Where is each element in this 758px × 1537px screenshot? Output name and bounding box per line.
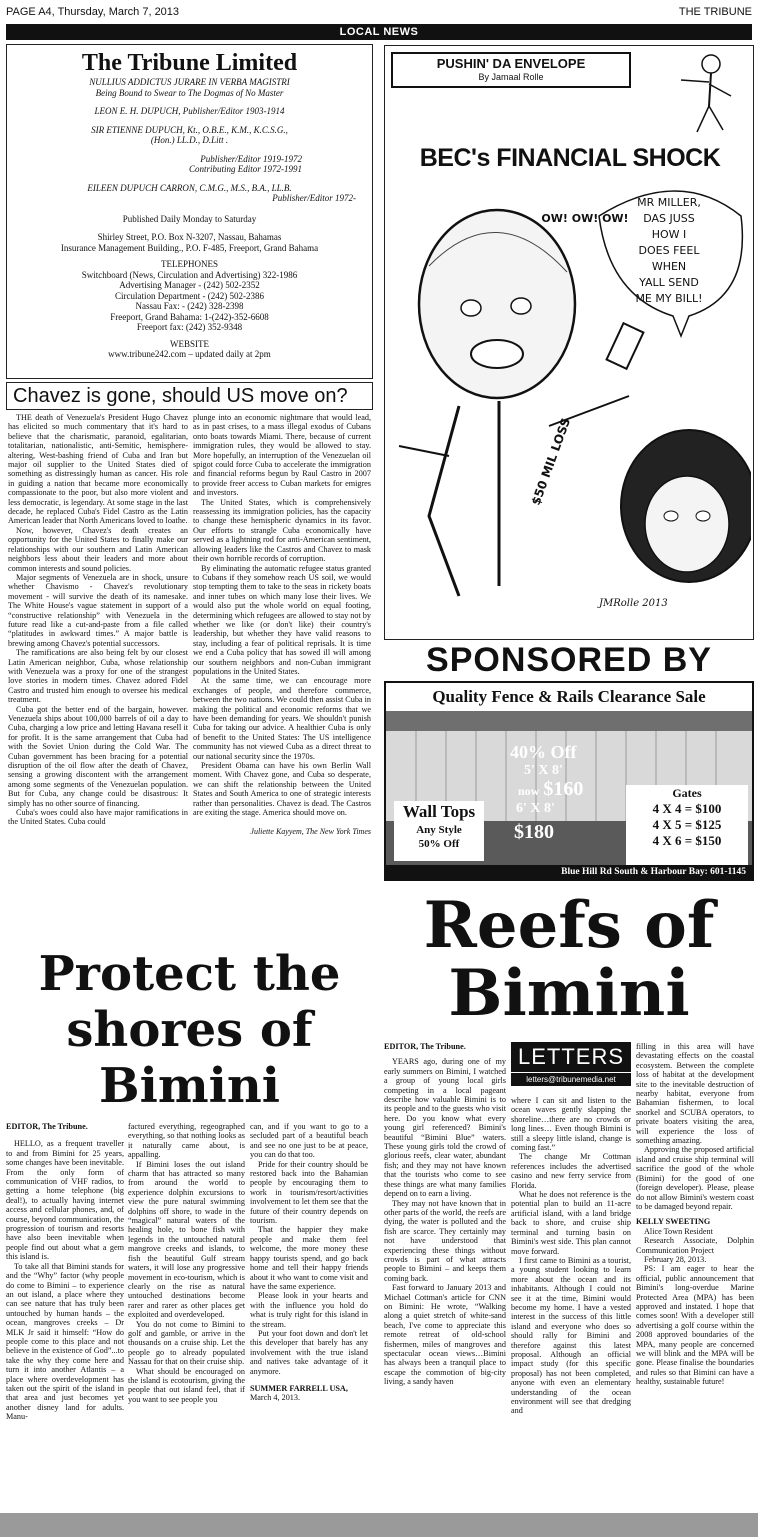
ad-now: now <box>518 784 540 798</box>
cartoon-byline: By Jamaal Rolle <box>478 72 544 82</box>
ad-gate-price-2: 4 X 5 = $125 <box>652 817 722 832</box>
section-banner: LOCAL NEWS <box>6 24 752 40</box>
letter1-paragraph: Pride for their country should be restored back into the Bahamian people by encouraging them to work in tourism/resort/activities involvement to let them see that the future of their country depends on tourism. <box>250 1159 368 1226</box>
editorial-credit: Juliette Kayyem, The New York Times <box>250 827 371 837</box>
cartoon-loss-text: $50 MIL LOSS <box>528 416 574 508</box>
letter1-paragraph: factured everything, regeographed everything, so that nothing looks as it naturally came about, is appalling. <box>128 1122 245 1160</box>
editorial-paragraph: At the same time, we can encourage more exchanges of people, and therefore commerce, between the two nations. We could then assist Cuba in making the political and economic reforms that we have been demanding for years. We shouldn't punish Cuba for taking our advice. A healthier Cuba is only of benefit to the United States: The US intelligence community has not viewed Cuba as a direct threat to our national security since the 1970s. <box>193 676 371 761</box>
letter2-salutation: EDITOR, The Tribune. <box>384 1042 466 1051</box>
letter1-paragraph: To take all that Bimini stands for and the “Why” factor (why people do come to Bimini – to experience an out island, a place where they can see nature that has truly been untouched by human hands – the ocean, mangroves creeks – Dr MLK Jr said it himself: “How do people come to this place and not believe in the existence of God”...to take the why they come here and turn it into another Atlantis – a place where overdevelopment has taken out the spirit of the island in that area and just becomes yet another disney land for adults. Manu- <box>6 1261 124 1422</box>
speech-bubble-line-7: ME MY BILL! <box>635 292 703 305</box>
letter2-headline-line-2: Bimini <box>448 956 690 1031</box>
letter2-paragraph: The change Mr Cottman references includes the advertised casino and new ferry service from Florida. <box>511 1152 631 1190</box>
telephone-2: Advertising Manager - (242) 502-2352 <box>119 280 260 290</box>
editorial-column-2 <box>193 413 371 937</box>
editorial-headline: Chavez is gone, should US move on? <box>6 382 373 410</box>
letter1-paragraph: That the happier they make people and make them feel welcome, the more money these happy tourists spend, and go back home and tell their happy friends about it who want to come visit and have the same experience. <box>250 1225 368 1291</box>
footer-bar <box>0 1513 758 1537</box>
letter1-salutation: EDITOR, The Tribune. <box>6 1122 88 1131</box>
letter2-signature-line: February 28, 2013. <box>644 1254 707 1264</box>
letter1-column-3 <box>250 1122 368 1507</box>
letter2-paragraph: Approving the proposed artificial island and cruise ship terminal will sacrifice the good of the whole (Bimini) for the good of one (foreign developer). Please, please do not allow Bimini's western coast to be damaged beyond repair. <box>636 1145 754 1211</box>
speech-bubble-line-3: HOW I <box>651 228 687 241</box>
speech-bubble-line-6: YALL SEND <box>639 276 699 289</box>
letter2-signature-line: Alice Town Resident <box>644 1226 713 1236</box>
publisher-line-4b: Publisher/Editor 1972- <box>272 193 356 203</box>
ad-price-2: $180 <box>514 821 554 843</box>
editorial-paragraph: plunge into an economic nightmare that would lead, as in past crises, to a mass illegal exodus of Cubans onto boats towards Miami. There, because of current immigration rules, they would be allowed to stay. More hopefully, an interruption of the Venezuelan oil spigot could force Cuba to accelerate the immigration and financial reforms begun by Raul Castro in 2007 to provide freer access to Cuban markets for emigres and investors. <box>193 413 371 498</box>
publisher-line-2: SIR ETIENNE DUPUCH, Kt., O.B.E., K.M., K.C.S.G., <box>91 124 288 135</box>
letter1-paragraph: can, and if you want to go to a secluded part of a beautiful beach and see no one just to be at peace, you can do that too. <box>250 1122 368 1160</box>
ad-price-1: $160 <box>543 778 584 800</box>
editorial-paragraph: Major segments of Venezuela are in shock, unsure whether Chavismo - Chavez's revolutionary movement - will survive the death of its namesake. The White House's vague statement in support of a “constructive relationship” with Venezuela in the future read like a cut-and-paste from a file called “platitudes in awkward times.” A major battle is brewing among Chavez's potential successors. <box>8 572 188 648</box>
page-info: PAGE A4, Thursday, March 7, 2013 <box>6 6 180 18</box>
telephone-3: Circulation Department - (242) 502-2386 <box>115 290 264 301</box>
telephones-heading: TELEPHONES <box>161 259 218 269</box>
cartoon-headline: BEC's FINANCIAL SHOCK <box>419 144 721 172</box>
ad-location: Blue Hill Rd South & Harbour Bay: 601-1145 <box>386 865 752 879</box>
website-url: www.tribune242.com – updated daily at 2pm <box>108 349 271 359</box>
letter2-column-3 <box>636 1042 754 1508</box>
cartoon-title-box <box>391 52 631 88</box>
letters-logo <box>511 1042 631 1092</box>
ad-anystyle: Any Style <box>416 824 462 836</box>
speech-bubble-line-4: DOES FEEL <box>638 244 700 257</box>
cartoon-ow-text: OW! OW! OW! <box>541 212 629 225</box>
ad-size-1: 5' X 8' <box>524 763 563 778</box>
letter1-signature-date: March 4, 2013. <box>250 1393 301 1403</box>
publisher-line-3: Publisher/Editor 1919-1972 <box>200 153 302 164</box>
editorial-paragraph: The ramifications are also being felt by our closest Latin American neighbor, Cuba, whose relationship with Venezuela was a proxy for one of the strangest love stories in modern times. Chavez adored Fidel Castro and trusted him enough to oversee his medical treatment. <box>8 648 188 705</box>
masthead-box <box>6 44 373 379</box>
letter2-paragraph: What he does not reference is the potential plan to build an 11-acre artificial island, with a land bridge back to shore, and cruise ship terminal and turning basin on Bimini's west side. This plan cannot move forward. <box>511 1190 631 1256</box>
publisher-line-1: LEON E. H. DUPUCH, Publisher/Editor 1903-1914 <box>94 106 285 116</box>
ad-gate-price-1: 4 X 4 = $100 <box>652 801 722 816</box>
letter1-paragraph: If Bimini loses the out island charm that has attracted so many from around the world to experience dolphin excursions to view the pure natural swimming dolphins off shore, to wade in the “magical” natural waters of the healing hole, to bone fish with legends in the untouched natural mangrove creeks and islands, to fish the beautiful Gulf stream waters, it will lose any progressive movement in eco-tourism, which is clearly on the rise as natural untouched destinations become rarer and rarer as other places get exploited and overdeveloped. <box>128 1159 245 1320</box>
address-line-1: Shirley Street, P.O. Box N-3207, Nassau, Bahamas <box>97 232 282 242</box>
letter2-paragraph: where I can sit and listen to the ocean waves gently slapping the shoreline…there are no crowds or long lines… Even though Bimini is still a sleepy little island, change is coming fast.” <box>511 1096 631 1153</box>
ad-title: Quality Fence & Rails Clearance Sale <box>386 683 752 711</box>
ad-walltops: Wall Tops <box>402 802 476 821</box>
ad-gates: Gates <box>672 786 702 800</box>
letter1-paragraph: Put your foot down and don't let this developer that barely has any involvement with the true island and natives take advantage of it anymore. <box>250 1328 368 1376</box>
cartoon-series-title: PUSHIN' DA ENVELOPE <box>436 56 586 71</box>
editorial-paragraph: By eliminating the automatic refugee status granted to Cubans if they somehow reach US soil, we would stop tempting them to take to the seas in rickety boats and inner tubes on which many lose their lives. We would also put the whole world on equal footing, determining which refugees are allowed to stay not by whether we like (or don't like) their country's leadership, but whether they have valid reasons to stay, including a fear of political reprisals. It is time we end a Cuba policy that has sowed ill will among our southern neighbors and non-Cuban immigrant populations in the United States. <box>193 563 371 676</box>
letter1-paragraph: HELLO, as a frequent traveller to and from Bimini for 25 years, some changes have been inevitable. From the only form of communication of VHF radios, to getting a home telephone (big deal!), to actually having internet access and cellular phones, and, of course, beyond communication, the progression of tourism and resorts have also been inevitable when people find out about what a gem this island is. <box>6 1139 124 1262</box>
fence-sale-advertisement[interactable] <box>384 681 754 881</box>
letter2-paragraph: YEARS ago, during one of my early summers on Bimini, I watched a group of young local girls competing in a local pageant describe how valuable Bimini is to its people and to the guests who visit here. Do you know what every young girl referenced? Bimini's beautiful “Bimini Blue” waters. These young girls told the crowd of glorious reefs, clear water, abundant fish; and they may not have known that the tourists who come to see these things are what many families depend on to earn a living. <box>384 1057 506 1199</box>
letter2-signature-name: KELLY SWEETING <box>636 1217 711 1227</box>
masthead-title: The Tribune Limited <box>81 50 298 76</box>
letter1-column-1 <box>6 1122 124 1507</box>
editorial-paragraph: President Obama can have his own Berlin Wall moment. With Chavez gone, and Cuba so desperate, we can shift the relationship between the United States and South America to one of strategic interests rather than personalities. Chavez is dead. The Castros are exiting the stage. America should move on. <box>193 761 371 818</box>
letter1-paragraph: What should be encouraged on the island is ecotourism, giving the people that out island feel, that if you want to see people you <box>128 1366 245 1404</box>
telephone-5: Freeport, Grand Bahama: 1-(242)-352-6608 <box>110 311 269 322</box>
ad-gate-price-3: 4 X 6 = $150 <box>652 833 722 848</box>
letter2-column-2 <box>511 1096 631 1508</box>
letter1-headline-line-3: Bimini <box>99 1058 280 1114</box>
letters-logo-title: LETTERS <box>511 1042 631 1072</box>
letter1-headline-line-1: Protect the <box>38 946 341 1002</box>
speech-bubble-line-1: MR MILLER, <box>637 196 701 209</box>
speech-bubble-line-5: WHEN <box>651 260 687 273</box>
telephone-6: Freeport fax: (242) 352-9348 <box>136 322 243 332</box>
publisher-line-4: EILEEN DUPUCH CARRON, C.M.G., M.S., B.A., LL.B. <box>87 182 292 193</box>
motto-latin: NULLIUS ADDICTUS JURARE IN VERBA MAGISTRI <box>89 77 290 87</box>
ad-offer: 40% Off <box>510 742 577 762</box>
editorial-paragraph: THE death of Venezuela's President Hugo Chavez has elicited so much commentary that it's hard to believe that the charismatic, paranoid, egalitarian, totalitarian, nationalistic, anti-Semitic, hemisphere-altering, West-bashing friend of Cuba and Iran but major oil supplier to the United States died of something as distressingly human as cancer. His role in guiding a nation that became more economically compassionate to the poor, but also more violent and less democratic, is legendary. At some stage in the last decade, he replaced Cuba's Fidel Castro as the Latin American leader that North Americans loved to loathe. <box>8 413 188 526</box>
letter2-paragraph: Fast forward to January 2013 and Michael Cottman's article for CNN on Bimini: He wrote, “Walking along a quiet stretch of white-sand beach, I've come to appreciate this remote retreat of old-school fishermen, miles of mangroves and spectacular ocean views…Bimini has always been a tranquil place to escape the commotion of big-city living, a sandy haven <box>384 1283 506 1387</box>
publisher-line-2b: (Hon.) LL.D., D.Litt . <box>150 135 229 145</box>
page-header <box>6 3 752 21</box>
letter2-column-1 <box>384 1042 506 1508</box>
letter1-paragraph: You do not come to Bimini to golf and gamble, or arrive in the thousands on a cruise ship. Let the people go to already populated Nassau for that on their cruise ship. <box>128 1319 245 1367</box>
cartoonist-figure-icon <box>675 50 741 136</box>
website-heading: WEBSITE <box>170 338 209 349</box>
letter1-headline-line-2: shores of <box>66 1002 313 1058</box>
editorial-paragraph: Cuba's woes could also have major ramifications in the United States. Cuba could <box>8 808 188 827</box>
speech-bubble-line-2: DAS JUSS <box>643 212 695 225</box>
letter2-postscript: PS: I am eager to hear the official, public announcement that Bimini's long-overdue Marine Protected Area (MPA) has been approved and instated. I hope that comes soon! With a developer still advertising a golf course within the 2008 approved boundaries of the MPA, many people are concerned we will blink and the MPA will be gone. Please finalise the boundaries and rules so that Bimini can have a healthy, sustainable future! <box>636 1264 754 1387</box>
cartoon-signature: JMRolle 2013 <box>599 598 668 609</box>
editorial-cartoon <box>384 45 754 640</box>
motto-english: Being Bound to Swear to The Dogmas of No Master <box>95 87 284 98</box>
letter2-paragraph: They may not have known that in other parts of the world, the reefs are dying, the water is polluted and the fish are scarce. They certainly may not have understood that experiencing these things without crowds is part of what attracts people to Bimini – and keeps them coming back. <box>384 1198 506 1283</box>
publication-schedule: Published Daily Monday to Saturday <box>122 213 257 224</box>
editorial-paragraph: The United States, which is comprehensively reassessing its immigration policies, has the capacity to change these hemispheric dynamics in its favor. Our efforts to strangle Cuba economically have served as a lightning rod for anti-American sentiment, allowing leaders like the Castros and Chavez to mask their own horrible records of corruption. <box>193 497 371 564</box>
ad-walloff: 50% Off <box>418 838 460 850</box>
letter1-column-2 <box>128 1122 245 1507</box>
telephone-4: Nassau Fax: - (242) 328-2398 <box>135 301 244 311</box>
editorial-column-1 <box>8 413 188 937</box>
sponsored-by-label: SPONSORED BY <box>426 641 712 679</box>
letter2-headline-line-1: Reefs of <box>423 888 715 963</box>
publisher-line-3b: Contributing Editor 1972-1991 <box>188 164 302 174</box>
cartoon-drawing <box>389 176 751 636</box>
wall-tops-box <box>394 801 484 861</box>
telephone-1: Switchboard (News, Circulation and Advertising) 322-1986 <box>81 269 298 280</box>
ad-size-2: 6' X 8' <box>516 801 555 816</box>
letter2-paragraph: I first came to Bimini as a tourist, a young student looking to learn more about the ocean and its inhabitants. Although I could not see it at the time, Bimini would become my home. I have a vested interest in the success of this little island and everyone who does so should rally for Bimini and therefore against this latest proposal. Although an official impact study (for this specific proposal) has not been completed, anyone with even an elementary understanding of the ocean environment will see that dredging and <box>511 1255 631 1416</box>
paper-name: THE TRIBUNE <box>678 6 752 18</box>
editorial-paragraph: Cuba got the better end of the bargain, however. Venezuela ships about 100,000 barrels of oil a day to Cuba, charging a low price and letting Havana resell it for profit. It is the same arrangement that Cuba had with the Soviet Union during the Cold War. The Cuban government has been bracing for a potential disruption of the oil flow after the death of Chavez, sensing a growing discontent with the arrangement among some segments of the Venezuelan population. But for Cuba, any change could be disastrous: It simply has no other source of financing. <box>8 704 188 808</box>
letter1-signature-name: SUMMER FARRELL USA, <box>250 1383 348 1393</box>
letter1-paragraph: Please look in your hearts and with the influence you hold do what is truly right for this island in the stream. <box>250 1291 368 1329</box>
letter2-paragraph: filling in this area will have devastating effects on the coastal ecosystem. Between the complete loss of habitat at the development site to the inevitable destruction of nearby habitat, everyone from Bahamian fishermen, to local snorkel and SCUBA operators, to private boaters visiting the area, will experience the loss of something amazing. <box>636 1042 754 1146</box>
address-line-2: Insurance Management Building., P.O. F-485, Freeport, Grand Bahama <box>60 242 319 253</box>
letters-email[interactable]: letters@tribunemedia.net <box>511 1073 631 1086</box>
gates-box <box>626 785 748 865</box>
editorial-paragraph: Now, however, Chavez's death creates an opportunity for the United States to finally make our relationships with our southern and Latin American neighbors less about their leaders and more about common interests and sound policies. <box>8 525 188 573</box>
letter2-signature-line: Research Associate, Dolphin Communication Project <box>636 1236 754 1255</box>
